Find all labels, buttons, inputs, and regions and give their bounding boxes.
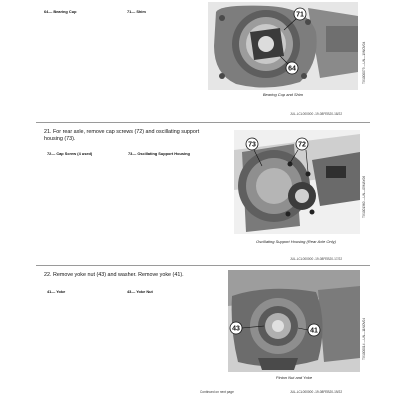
legend-number: 64 [44, 9, 49, 14]
section-divider [36, 122, 370, 123]
oscillating-support-housing-photo [234, 130, 360, 234]
legend-label: Yoke [56, 289, 66, 294]
bearing-cup-photo [208, 2, 358, 90]
legend-item-cap-screw: 72— Cap Screw (4 used) [47, 151, 93, 156]
reference-code: JUL-LCL000000 -19-08FEB20-17/22 [290, 257, 343, 261]
legend-item-yoke-nut: 43— Yoke Nut [127, 289, 153, 294]
legend-label: Yoke Nut [136, 289, 153, 294]
figure-caption: Bearing Cup and Shim [262, 92, 304, 97]
legend-label: Oscillating Support Housing [137, 151, 190, 156]
step-22-text: 22. Remove yoke nut (43) and washer. Remove yoke (41). [44, 272, 184, 278]
pinion-nut-and-yoke-photo [228, 270, 360, 372]
reference-code: JUL-LCL000000 -19-08FEB20-18/22 [290, 112, 343, 116]
legend-item-shim: 71— Shim [127, 9, 146, 14]
legend-item-yoke: 41— Yoke [47, 289, 66, 294]
legend-label: Shim [136, 9, 146, 14]
figure-caption: Oscillating Support Housing (Rear Axle Only) [256, 239, 336, 244]
section-divider [36, 265, 370, 266]
callout-72-label: 72 [298, 141, 306, 149]
figure-code: TX1001360 —UN—05MAY06 [362, 175, 366, 218]
legend-item-oscillating-support-housing: 73— Oscillating Support Housing [128, 151, 190, 156]
callout-71-label: 71 [296, 11, 304, 19]
legend-item-bearing-cup: 64— Bearing Cup [44, 9, 77, 14]
legend-number: 71 [127, 9, 132, 14]
figure-code: TX1000014 —UN—11NOV04 [362, 317, 366, 360]
legend-label: Cap Screw (4 used) [56, 151, 93, 156]
figure-code: TX1000073 —UN—19NOV04 [362, 41, 366, 84]
callout-64-label: 64 [288, 65, 296, 73]
legend-number: 41 [47, 289, 52, 294]
legend-label: Bearing Cup [53, 9, 77, 14]
callout-73-label: 73 [248, 141, 256, 149]
reference-code: JUL-LCL000000 -19-08FEB20-19/22 [290, 390, 343, 394]
step-21-text: 21. For rear axle, remove cap screws (72) and oscillating support housing (73). [44, 129, 200, 142]
callout-43-label: 43 [232, 325, 240, 333]
continued-note: Continued on next page [200, 390, 234, 394]
legend-number: 72 [47, 151, 52, 156]
legend-number: 73 [128, 151, 133, 156]
figure-caption: Pinion Nut and Yoke [275, 375, 313, 380]
legend-number: 43 [127, 289, 132, 294]
callout-41-label: 41 [310, 327, 318, 335]
